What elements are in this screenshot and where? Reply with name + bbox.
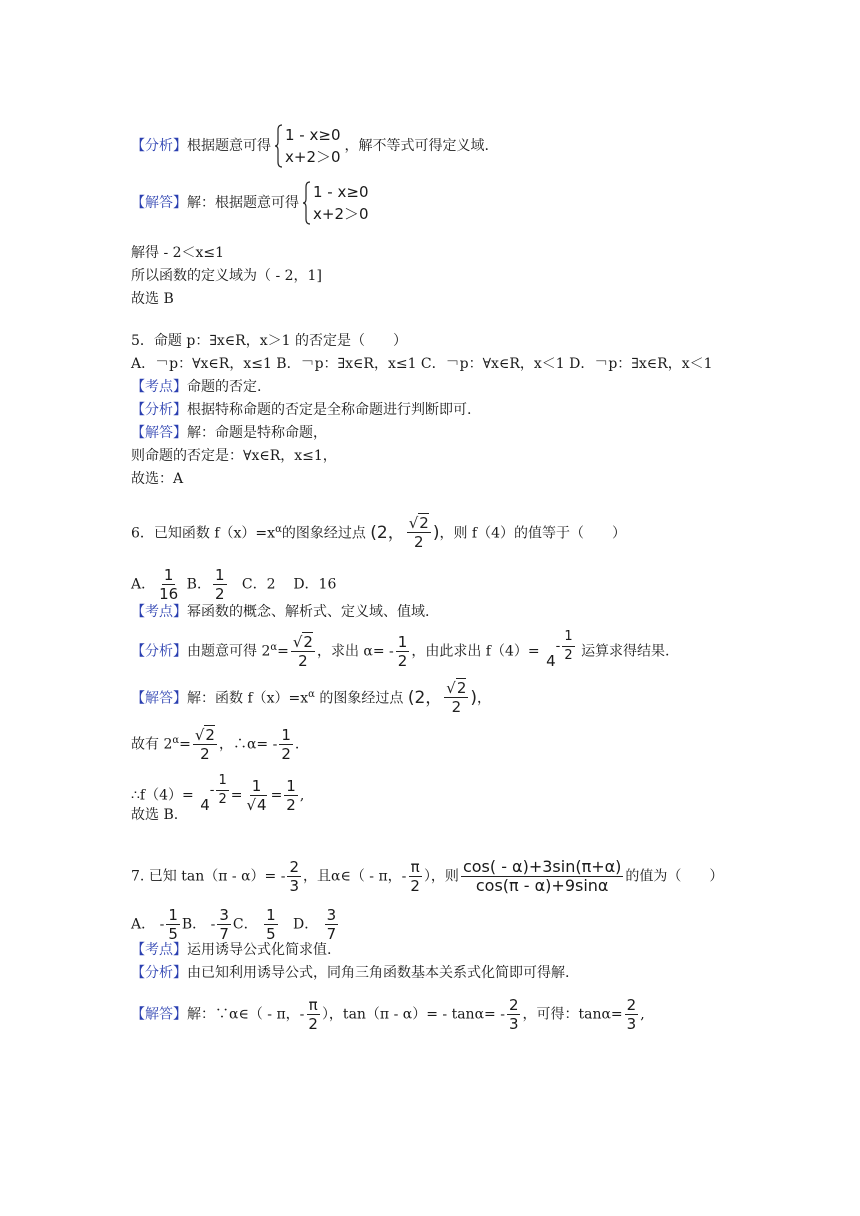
answer-tag: 【解答】 [131, 425, 187, 441]
numerator: 2 [626, 996, 637, 1014]
option-label: D． [292, 916, 319, 933]
fraction [306, 996, 320, 1033]
point-text: 运用诱导公式化简求值. [187, 942, 332, 958]
stem-text: ），则 [423, 868, 459, 885]
analysis-tag: 【分析】 [131, 965, 187, 981]
exponent: α [172, 734, 180, 746]
fraction [291, 633, 315, 670]
fraction [287, 858, 301, 895]
option-b-fraction [213, 566, 227, 603]
answer-tag: 【解答】 [131, 690, 187, 707]
answer-tag: 【解答】 [131, 1006, 187, 1023]
system-row: 1 - x≥0 [313, 183, 369, 201]
analysis-text: 由题意可得 2 [187, 643, 271, 660]
numerator: 1 [562, 628, 574, 647]
point-line-7 [131, 940, 331, 960]
radicand: 2 [303, 633, 313, 651]
point-line-5 [131, 377, 261, 397]
fraction [625, 996, 639, 1033]
numerator: 1 [281, 726, 291, 744]
numerator: π [410, 858, 420, 876]
minus-sign: - [555, 638, 561, 654]
period: . [294, 736, 300, 753]
denominator: 3 [626, 1015, 637, 1033]
numerator: 2 [289, 858, 299, 876]
inequality-system [275, 124, 341, 168]
answer-line-q4 [131, 181, 373, 225]
question-stem-5: 5．命题 p：∃x∈R，x＞1 的否定是（ ） [131, 333, 407, 349]
question-options-5: A．￢p：∀x∈R，x≤1 B．￢p：∃x∈R，x≤1 C．￢p：∀x∈R，x＜1 D．￢p：∃x∈R，x＜1 [131, 356, 713, 372]
denominator: 3 [289, 877, 299, 895]
denominator: 2 [410, 877, 420, 895]
brace-icon [275, 124, 283, 168]
numerator: 1 [163, 566, 174, 584]
numerator: π [308, 996, 318, 1014]
option-label: B． [181, 916, 207, 933]
sqrt-icon [246, 796, 256, 814]
point-tag: 【考点】 [131, 942, 187, 958]
analysis-text: ，解不等式可得定义域. [344, 138, 489, 154]
point-line-6 [131, 602, 429, 622]
comma: ， [477, 690, 492, 707]
analysis-line-q4 [131, 124, 489, 168]
answer-line-7 [131, 996, 645, 1033]
numerator: 2 [508, 996, 519, 1014]
option-label: A． [131, 576, 156, 593]
analysis-tag: 【分析】 [131, 402, 187, 418]
numerator: 3 [326, 906, 337, 924]
fraction [244, 777, 268, 814]
option-label: A． [131, 916, 156, 933]
option-c-fraction [264, 906, 278, 943]
inequality-system [303, 181, 369, 225]
numerator: 1 [397, 633, 408, 651]
option-d: D．16 [293, 576, 337, 593]
question-options-7: A． - $\frac{1}{5}$ B． - $\frac{3}{7}$ C． $\frac{1}{5}$ D． $\frac{3}{7}$ [131, 906, 337, 943]
radicand: 2 [419, 514, 429, 532]
denominator: 2 [451, 698, 462, 716]
answer-text: 解：根据题意可得 [187, 195, 299, 211]
answer-text: 解：函数 f（x）=x [187, 690, 309, 707]
analysis-text: 根据题意可得 [187, 138, 271, 154]
answer-text: ，可得：tanα= [522, 1006, 623, 1023]
numerator: 1 [286, 777, 296, 795]
option-a-fraction [157, 566, 180, 603]
analysis-text: ，由此求出 f（4）= [411, 643, 540, 660]
answer-line-6b: 故有 $2^\alpha=$ √ $\frac{2}{2}$ ，∴α= - $\frac{1}{2}$ . [131, 726, 299, 763]
question-stem-6 [131, 514, 626, 551]
fraction [408, 858, 422, 895]
denominator: 2 [286, 796, 296, 814]
numerator: 1 [168, 906, 178, 924]
system-row: x+2＞0 [313, 205, 369, 223]
stem-text: 6．已知函数 f（x）=x [131, 525, 276, 542]
analysis-text: 由已知利用诱导公式，同角三角函数基本关系式化简即可得解. [187, 965, 570, 981]
denominator: 2 [200, 745, 210, 763]
answer-line-5 [131, 423, 327, 443]
denominator: 2 [298, 652, 308, 670]
stem-text: ，则 f（4）的值等于（ ） [439, 525, 627, 542]
exponent: α [308, 688, 315, 700]
denominator: 16 [159, 585, 179, 603]
denominator: 5 [266, 925, 276, 943]
stem-text: 的图象经过点 [281, 525, 366, 542]
option-d-fraction [325, 906, 339, 943]
analysis-line-6: 【分析】由题意可得 $2^\alpha=$ √ $\frac{2}{2}$ ，求出 α= - $\frac{1}{2}$ ，由此求出 f（4）= 4 - $\frac{1}{2}$ 运算求得结果. [131, 628, 670, 671]
text-line: 则命题的否定是：∀x∈R，x≤1， [131, 448, 337, 464]
paren-open: (2， [407, 687, 443, 708]
sqrt-icon [293, 633, 303, 651]
answer-text: ），tan（π - α）= - tanα= - [321, 1006, 505, 1023]
analysis-text: 运算求得结果. [581, 643, 670, 660]
denominator: 7 [219, 925, 229, 943]
option-c: C．2 [241, 576, 276, 593]
denominator: 2 [564, 648, 573, 663]
analysis-tag: 【分析】 [131, 138, 187, 154]
numerator: 1 [216, 772, 228, 791]
denominator: 7 [326, 925, 337, 943]
analysis-line-5 [131, 400, 471, 420]
minus-sign: - [209, 782, 215, 798]
text-line: 故选 B. [131, 807, 179, 823]
paren-close: ) [432, 522, 440, 543]
fraction [284, 777, 298, 814]
fraction [444, 679, 468, 716]
point-text: 命题的否定. [187, 379, 262, 395]
text-line: 故选：A [131, 471, 184, 487]
point-text: 幂函数的概念、解析式、定义域、值域. [187, 604, 430, 620]
radicand: 2 [456, 679, 467, 697]
answer-text: 解：命题是特称命题， [187, 425, 327, 441]
stem-text: 的值为（ ） [625, 868, 724, 885]
option-a-fraction [166, 906, 180, 943]
base: 4 [200, 795, 210, 814]
numerator: 1 [251, 777, 262, 795]
answer-text: 的图象经过点 [314, 690, 404, 707]
radicand: 2 [205, 726, 215, 744]
power-expression [546, 628, 577, 671]
point-coordinate [407, 679, 478, 716]
brace-icon [303, 181, 311, 225]
denominator: 2 [214, 585, 225, 603]
big-fraction [461, 858, 623, 895]
point-coordinate [370, 514, 440, 551]
exponent: α [275, 523, 282, 535]
answer-tag: 【解答】 [131, 195, 187, 211]
answer-line-6 [131, 679, 491, 716]
fraction [193, 726, 217, 763]
answer-text: ，∴α= - [218, 736, 278, 753]
denominator: cos(π - α)+9sinα [475, 876, 609, 895]
sqrt-icon [195, 726, 205, 744]
analysis-line-7 [131, 963, 569, 983]
sqrt-icon [446, 679, 456, 697]
denominator: 5 [168, 925, 178, 943]
question-stem-7 [131, 858, 723, 895]
numerator: cos( - α)+3sin(π+α) [462, 857, 622, 876]
denominator: 2 [414, 533, 424, 551]
system-row: x+2＞0 [285, 148, 341, 166]
sqrt-icon [409, 514, 419, 532]
system-row: 1 - x≥0 [285, 126, 341, 144]
comma: , [640, 1006, 645, 1023]
analysis-text: 根据特称命题的否定是全称命题进行判断即可. [187, 402, 472, 418]
denominator: 2 [281, 745, 291, 763]
power-expression [200, 772, 231, 815]
stem-text: ，且α∈（ - π，- [303, 868, 407, 885]
point-tag: 【考点】 [131, 379, 187, 395]
fraction [507, 996, 521, 1033]
numerator: 1 [214, 566, 225, 584]
equals: = [270, 787, 283, 804]
denominator: 2 [308, 1015, 318, 1033]
denominator: 2 [397, 652, 408, 670]
paren-close: ) [470, 687, 478, 708]
radicand: 4 [257, 796, 267, 814]
option-label: B． [186, 576, 211, 593]
question-options-6 [131, 566, 336, 603]
text-line: 所以函数的定义域为（ - 2，1] [131, 268, 322, 284]
fraction [407, 514, 431, 551]
analysis-tag: 【分析】 [131, 643, 187, 660]
option-b-fraction [217, 906, 231, 943]
answer-text: 故有 2 [131, 736, 173, 753]
point-tag: 【考点】 [131, 604, 187, 620]
option-label: C． [232, 916, 258, 933]
fraction [279, 726, 293, 763]
text-line: 解得 - 2＜x≤1 [131, 245, 225, 261]
fraction [396, 633, 410, 670]
numerator: 1 [266, 906, 276, 924]
analysis-text: ，求出 α= - [316, 643, 394, 660]
stem-text: 7. 已知 tan（π - α）= - [131, 868, 286, 885]
exponent: α [270, 641, 278, 653]
text-line: 故选 B [131, 291, 174, 307]
denominator: 3 [508, 1015, 519, 1033]
paren-open: (2， [370, 522, 405, 543]
base: 4 [546, 651, 556, 670]
denominator: 2 [218, 792, 227, 807]
numerator: 3 [219, 906, 229, 924]
answer-text: ∴f（4）= [131, 787, 194, 804]
answer-text: 解：∵α∈（ - π，- [187, 1006, 305, 1023]
equals: = [230, 787, 243, 804]
comma: , [299, 787, 305, 804]
